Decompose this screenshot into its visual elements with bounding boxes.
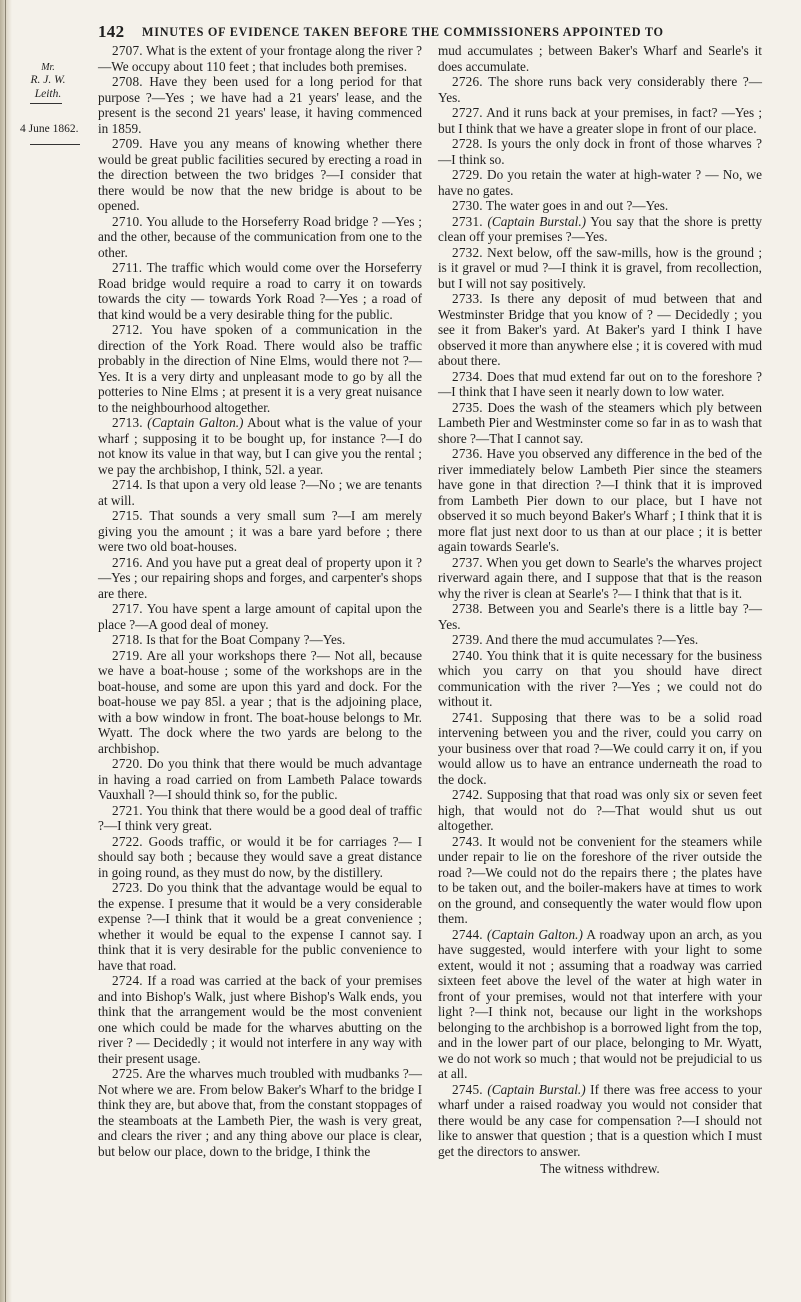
testimony-paragraph	[438, 601, 762, 632]
paragraph-text: Have you any means of knowing whether there would be great public facilities secured by erecting a road in the direction between the two bridges ?—I consider that there would be now that the new bridge is about to be opened.	[98, 136, 422, 213]
margin-speaker	[16, 62, 80, 101]
paragraph-text: Is that for the Boat Company ?—Yes.	[146, 632, 346, 647]
question-number: 2710.	[112, 213, 143, 229]
paragraph-text: Do you think that there would be much advantage in having a road carried on from Lambeth Palace towards Vauxhall ?—I should think so, for the public.	[98, 756, 422, 802]
testimony-paragraph	[98, 555, 422, 602]
page-header	[0, 12, 801, 41]
testimony-paragraph	[438, 787, 762, 834]
paragraph-text: When you get down to Searle's the wharves project riverward again there, and I suppose that that is the reason why the river is clean at Searle's ?— I think that that is it.	[438, 554, 762, 601]
paragraph-text: And it runs back at your premises, in fact? —Yes ; but I think that we have a greater slope in front of our place.	[438, 105, 762, 136]
paragraph-text: Have you observed any difference in the bed of the river immediately below Lambeth Pier since the steamers have gone in that direction ?—I think that it is improved from Lambeth Pier down to our place, but I have not observed it so much beyond Baker's Wharf ; I think that it is more flat just next door to us than at our place ; it is better again towards Searle's.	[438, 446, 762, 554]
paragraph-text: If there was free access to your wharf under a raised roadway you would not consider that there would be any case for compensation ?—I should not like to answer that question ; that is a question which I must get the directors to answer.	[438, 1081, 763, 1159]
paragraph-text: Is yours the only dock in front of those wharves ?—I think so.	[438, 136, 762, 167]
paragraph-text: What is the extent of your frontage along the river ?—We occupy about 110 feet ; that includes both premises.	[98, 43, 422, 74]
margin-speaker-name: R. J. W. Leith.	[30, 74, 66, 100]
testimony-paragraph	[438, 710, 762, 788]
question-number: 2709.	[112, 136, 143, 151]
testimony-paragraph	[438, 198, 762, 214]
question-number: 2736.	[452, 446, 483, 461]
testimony-paragraph	[438, 1082, 762, 1160]
paragraph-text: You say that the shore is pretty clean off your premises ?—Yes.	[438, 213, 763, 244]
paragraph-text: And there the mud accumulates ?—Yes.	[485, 632, 699, 647]
margin-speaker-prefix: Mr.	[41, 62, 55, 73]
testimony-paragraph	[438, 555, 762, 602]
right-column	[438, 43, 762, 1177]
paragraph-text: Do you retain the water at high-water ? — No, we have no gates.	[438, 167, 763, 198]
running-title: MINUTES OF EVIDENCE TAKEN BEFORE THE COMMISSIONERS APPOINTED TO	[142, 25, 664, 39]
paragraph-text: Does the wash of the steamers which ply between Lambeth Pier and Westminster come so far in as to wash that shore ?—That I cannot say.	[438, 399, 763, 446]
question-number: 2723.	[112, 880, 143, 895]
question-number: 2731.	[452, 213, 483, 229]
question-number: 2739.	[452, 632, 483, 647]
page-number: 142	[98, 22, 125, 41]
question-number: 2720.	[112, 756, 143, 771]
paragraph-text: If a road was carried at the back of your premises and into Bishop's Walk, just where Bishop's Walk ends, you think that the arrangement would be the most convenient one which could be made for the wharves abutting on the river ? — Decidedly ; it would not interfere in any way with their present usage.	[98, 973, 422, 1066]
paragraph-text: You have spent a large amount of capital upon the place ?—A good deal of money.	[98, 601, 422, 632]
question-number: 2726.	[452, 74, 483, 89]
paragraph-text: mud accumulates ; between Baker's Wharf and Searle's it does accumulate.	[438, 43, 762, 74]
question-number: 2711.	[112, 260, 143, 275]
testimony-paragraph	[98, 322, 422, 415]
questioner-name: (Captain Burstal.)	[487, 1081, 586, 1097]
question-number: 2743.	[452, 833, 483, 849]
testimony-paragraph	[438, 43, 762, 74]
testimony-paragraph	[98, 508, 422, 555]
paragraph-text: You think that there would be a good deal of traffic ?—I think very great.	[98, 802, 422, 833]
testimony-paragraph	[438, 245, 762, 292]
page-gutter-shadow	[0, 0, 12, 1302]
paragraph-text: A roadway upon an arch, as you have suggested, would interfere with your light to some extent, would it not ; assuming that a roadway was carried sixteen feet above the level of the water at high water in front of your premises, would not that interfere with your light ?—I think not, because our light in the workshops belonging to the archbishop is a borrowed light from the top, and in the lower part of our place, belonging to Mr. Wyatt, we do not work so much ; that would not be prejudicial to us at all.	[438, 926, 762, 1081]
paragraph-text: It would not be convenient for the steamers while under repair to lie on the foreshore of the river outside the road ?—We could not do the repairs there ; the plates have to be taken out, and the boiler-makers have at times to work on the ground, and consequently the water would flow upon them.	[438, 833, 763, 926]
testimony-paragraph	[98, 43, 422, 74]
question-number: 2718.	[112, 632, 143, 647]
testimony-paragraph	[98, 632, 422, 648]
question-number: 2725.	[112, 1066, 143, 1081]
question-number: 2727.	[452, 105, 483, 120]
question-number: 2713.	[112, 415, 143, 430]
testimony-paragraph	[98, 477, 422, 508]
paragraph-text: Are the wharves much troubled with mudbanks ?—Not where we are. From below Baker's Wharf to the bridge I think they are, but above that, from the constant stoppages of the steamboats at the Lambeth Pier, the wash is very great, and clears the river ; and any thing above our place is clear, but below our place, down to the bridge, I think the	[98, 1066, 422, 1159]
left-column	[98, 43, 422, 1159]
question-number: 2741.	[452, 709, 483, 725]
margin-rule	[30, 103, 62, 104]
testimony-paragraph	[438, 167, 762, 198]
question-number: 2745.	[452, 1081, 483, 1097]
question-number: 2737.	[452, 554, 483, 570]
questioner-name: (Captain Galton.)	[487, 926, 583, 942]
binding-line	[5, 0, 6, 1302]
paragraph-text: Does that mud extend far out on to the foreshore ?—I think that I have seen it nearly down to low water.	[438, 368, 762, 399]
margin-date: 4 June 1862.	[20, 123, 79, 135]
paragraph-text: About what is the value of your wharf ; supposing it to be bought up, for instance ?—I do not know its value in that way, but I can give you the rental ; we pay the archbishop, I think, 52l. a year.	[98, 415, 422, 477]
question-number: 2729.	[452, 167, 483, 182]
question-number: 2708.	[112, 74, 143, 89]
question-number: 2742.	[452, 787, 483, 802]
paragraph-text: That sounds a very small sum ?—I am merely giving you the amount ; it was a bare yard before ; there were two old boat-houses.	[98, 508, 422, 554]
testimony-paragraph	[438, 446, 762, 555]
question-number: 2735.	[452, 399, 483, 415]
testimony-paragraph	[98, 756, 422, 803]
paragraph-text: Do you think that the advantage would be equal to the expense. I presume that it would be a very considerable expense ?—I think that it would be a great convenience ; whether it would be equal to the expense I cannot say. I think that it is very desirable for the public convenience to have that road.	[98, 880, 423, 973]
question-number: 2707.	[112, 43, 143, 58]
question-number: 2733.	[452, 291, 483, 306]
testimony-paragraph	[98, 74, 422, 136]
question-number: 2728.	[452, 136, 483, 151]
testimony-paragraph	[98, 260, 422, 322]
testimony-paragraph	[98, 834, 422, 881]
paragraph-text: Between you and Searle's there is a little bay ?—Yes.	[438, 601, 763, 632]
paragraph-text: Supposing that there was to be a solid road intervening between you and the river, could you carry on your business over that road ?—We could carry it on, if you would allow us to have an entrance underneath the road to the dock.	[438, 709, 763, 787]
witness-withdrew: The witness withdrew.	[540, 1161, 660, 1176]
question-number: 2714.	[112, 477, 143, 492]
testimony-paragraph	[98, 601, 422, 632]
paragraph-text: The shore runs back very considerably there ?—Yes.	[438, 74, 763, 105]
testimony-paragraph	[98, 803, 422, 834]
question-number: 2722.	[112, 833, 143, 849]
questioner-name: (Captain Galton.)	[147, 415, 244, 430]
testimony-paragraph	[438, 632, 762, 648]
question-number: 2716.	[112, 554, 143, 570]
margin-rule-lower	[30, 144, 80, 145]
question-number: 2724.	[112, 973, 143, 988]
paragraph-text: You have spoken of a communication in the direction of the York Road. There would also be traffic probably in the direction of Nine Elms, would there not ?—Yes. It is a very dirty and unpleasant mode to go by all the potteries to Nine Elms ; at present it is a very great nuisance to the neighbourhood altogether.	[98, 322, 422, 415]
paragraph-text: And you have put a great deal of property upon it ?—Yes ; our repairing shops and forges, and carpenter's shops are there.	[98, 554, 422, 601]
testimony-paragraph	[98, 415, 422, 477]
questioner-name: (Captain Burstal.)	[487, 213, 587, 229]
paragraph-text: You think that it is quite necessary for the business which you carry on that you should have direct communication with the river ?—Yes ; we could not do without it.	[438, 647, 762, 709]
question-number: 2719.	[112, 647, 143, 663]
question-number: 2730.	[452, 198, 483, 213]
question-number: 2712.	[112, 322, 143, 337]
paragraph-text: The water goes in and out ?—Yes.	[485, 198, 669, 213]
paragraph-text: Supposing that that road was only six or seven feet high, that would not do ?—That would shut us out altogether.	[438, 787, 762, 833]
paragraph-text: Is there any deposit of mud between that and Westminster Bridge that you know of ? — Decidedly ; you see it from Baker's yard. At Baker's yard I think I have observed it more than anywhere else ; it is covered with mud about there.	[438, 291, 762, 368]
testimony-paragraph	[98, 973, 422, 1066]
question-number: 2744.	[452, 926, 483, 942]
testimony-paragraph	[438, 648, 762, 710]
testimony-paragraph	[438, 74, 762, 105]
question-number: 2738.	[452, 601, 483, 616]
question-number: 2715.	[112, 508, 143, 523]
testimony-paragraph	[438, 834, 762, 927]
testimony-paragraph	[438, 214, 762, 245]
testimony-paragraph	[98, 214, 422, 261]
margin-notes	[16, 62, 80, 145]
paragraph-text: Have they been used for a long period for that purpose ?—Yes ; we have had a 21 years' lease, and the present is the second 21 years' lease, it having commenced in 1859.	[98, 74, 423, 136]
paragraph-text: Are all your workshops there ?— Not all, because we have a boat-house ; some of the workshops are in the boat-house, and some are upon this yard and dock. For the boat-house we pay 85l. a year ; that is the adjoining place, with a bow window in front. The boat-house belongs to Mr. Wyatt. The dock where the two yards are belong to the archbishop.	[98, 647, 422, 756]
testimony-paragraph	[438, 400, 762, 447]
testimony-paragraph	[438, 136, 762, 167]
question-number: 2740.	[452, 647, 483, 663]
testimony-paragraph	[98, 1066, 422, 1159]
testimony-paragraph	[438, 105, 762, 136]
question-number: 2721.	[112, 802, 143, 818]
testimony-paragraph	[98, 136, 422, 214]
question-number: 2732.	[452, 244, 483, 260]
paragraph-text: You allude to the Horseferry Road bridge ? —Yes ; and the other, because of the communication from one to the other.	[98, 213, 422, 260]
testimony-paragraph	[98, 880, 422, 973]
paragraph-text: Is that upon a very old lease ?—No ; we are tenants at will.	[98, 477, 423, 508]
testimony-paragraph	[438, 291, 762, 369]
paragraph-text: Goods traffic, or would it be for carriages ?— I should say both ; because they would save a great distance in going round, as they must do now, by the distillery.	[98, 833, 423, 880]
testimony-paragraph	[438, 369, 762, 400]
paragraph-text: The traffic which would come over the Horseferry Road bridge would require a road to carry it on towards towards the city — towards York Road ?—Yes ; a road of that kind would be a very desirable thing for the public.	[98, 260, 422, 322]
question-number: 2717.	[112, 601, 143, 616]
question-number: 2734.	[452, 368, 483, 384]
testimony-paragraph	[98, 648, 422, 757]
paragraph-text: Next below, off the saw-mills, how is the ground ; is it gravel or mud ?—I think it is gravel, from recollection, but I will not say positively.	[438, 244, 763, 291]
testimony-paragraph	[438, 927, 762, 1082]
